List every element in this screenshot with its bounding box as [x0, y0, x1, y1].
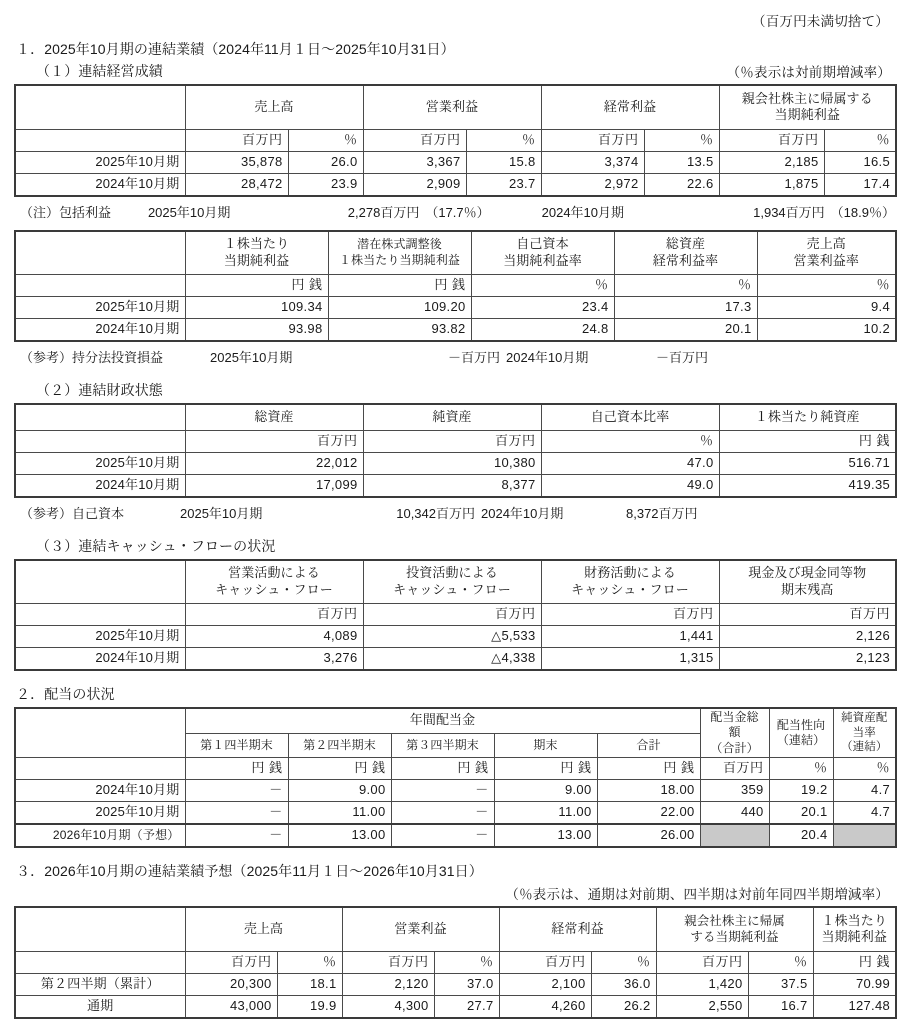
cell-net-pct: 37.5 [748, 973, 813, 995]
cell-q1: － [185, 780, 288, 802]
cell-sales-pct: 26.0 [288, 151, 363, 173]
col-header-total-assets: 総資産 [185, 404, 363, 430]
cell-net-amount: 2,185 [719, 151, 824, 173]
table-header-row-top [15, 708, 896, 733]
section3-note: （％表示は、通期は対前期、四半期は対前年同四半期増減率） [505, 887, 889, 903]
cell-op-amount: 2,120 [342, 973, 434, 995]
note-period-2: 2024年10月期 [506, 350, 589, 365]
col-header-bps: １株当たり純資産 [719, 404, 896, 430]
cell-sales-amount: 20,300 [185, 973, 277, 995]
cell-opm: 9.4 [757, 297, 896, 319]
note-period-2: 2024年10月期 [541, 204, 625, 220]
col-header-diluted-eps: 潜在株式調整後 １株当たり当期純利益 [328, 231, 471, 275]
cell-op-amount: 3,367 [363, 151, 466, 173]
section3-heading: ３．2026年10月期の連結業績予想（2025年11月１日～2026年10月31日） [16, 863, 483, 880]
cell-roa: 20.1 [614, 319, 757, 342]
col-header-operating-margin: 売上高 営業利益率 [757, 231, 896, 275]
table-header-row [15, 85, 896, 129]
corner-cell [15, 560, 185, 604]
col-header-q3: 第３四半期末 [391, 733, 494, 758]
cell-bps: 419.35 [719, 474, 896, 497]
cell-sales-amount: 43,000 [185, 995, 277, 1018]
unit-row [15, 951, 896, 973]
cell-total-amount: 440 [700, 802, 769, 825]
col-header-total-dividend-amount: 配当金総額 （合計） [700, 708, 769, 758]
cell-total-amount-disabled [700, 824, 769, 847]
unit-row [15, 275, 896, 297]
unit-net-percent: ％ [824, 129, 896, 151]
col-header-payout-ratio: 配当性向 （連結） [769, 708, 833, 758]
cell-net-amount: 1,875 [719, 173, 824, 196]
cell-net-pct: 16.7 [748, 995, 813, 1018]
col-header-eps: １株当たり 当期純利益 [813, 907, 896, 951]
unit-doe: ％ [833, 758, 896, 780]
table-row [15, 173, 896, 196]
table-row [15, 995, 896, 1018]
col-header-operating-income: 営業利益 [363, 85, 541, 129]
unit-q2: 円 銭 [288, 758, 391, 780]
unit-sales-amount: 百万円 [185, 951, 277, 973]
cell-net-assets: 10,380 [363, 452, 541, 474]
cell-diluted-eps: 109.20 [328, 297, 471, 319]
corner-cell [15, 85, 185, 129]
unit-roa: ％ [614, 275, 757, 297]
row-label-fy2024: 2024年10月期 [15, 319, 185, 342]
note-period-1: 2025年10月期 [180, 505, 263, 521]
unit-row [15, 430, 896, 452]
table-row [15, 973, 896, 995]
cell-ord-amount: 2,972 [541, 173, 644, 196]
cell-eps: 109.34 [185, 297, 328, 319]
table-header-row [15, 560, 896, 604]
unit-row-label [15, 604, 185, 626]
col-header-net-income: 親会社株主に帰属する 当期純利益 [719, 85, 896, 129]
cell-total: 22.00 [597, 802, 700, 825]
col-header-q2: 第２四半期末 [288, 733, 391, 758]
cell-ord-amount: 3,374 [541, 151, 644, 173]
unit-total-amount: 百万円 [700, 758, 769, 780]
note-value-2: 8,372百万円 [626, 505, 698, 521]
unit-row-label [15, 275, 185, 297]
unit-financing-cf: 百万円 [541, 604, 719, 626]
unit-row-label [15, 129, 185, 151]
section1-sub1-heading: （１）連結経営成績 [36, 63, 163, 79]
cell-ord-amount: 4,260 [499, 995, 591, 1018]
cell-net-pct: 16.5 [824, 151, 896, 173]
cell-net-amount: 1,420 [656, 973, 748, 995]
unit-q1: 円 銭 [185, 758, 288, 780]
cell-cash-end: 2,123 [719, 648, 896, 671]
cell-q3: － [391, 802, 494, 825]
row-label-fy2024: 2024年10月期 [15, 474, 185, 497]
unit-equity-ratio: ％ [541, 430, 719, 452]
cell-doe: 4.7 [833, 802, 896, 825]
row-label-fy2025: 2025年10月期 [15, 151, 185, 173]
unit-row [15, 604, 896, 626]
cell-sales-pct: 23.9 [288, 173, 363, 196]
unit-row-label [15, 951, 185, 973]
note-value-1: －百万円 [447, 350, 500, 365]
unit-cash-end: 百万円 [719, 604, 896, 626]
cell-q2: 13.00 [288, 824, 391, 847]
unit-total: 円 銭 [597, 758, 700, 780]
cell-cash-end: 2,126 [719, 626, 896, 648]
corner-cell [15, 708, 185, 758]
cell-opm: 10.2 [757, 319, 896, 342]
cell-eps: 70.99 [813, 973, 896, 995]
table-header-row [15, 907, 896, 951]
col-header-sales: 売上高 [185, 85, 363, 129]
col-header-dividend-on-equity: 純資産配当率 （連結） [833, 708, 896, 758]
section1-sub1-note: （％表示は対前期増減率） [726, 65, 891, 80]
corner-cell [15, 404, 185, 430]
row-label-fy2024: 2024年10月期 [15, 648, 185, 671]
note-value-2: －百万円 [656, 350, 709, 365]
section2-heading: ２．配当の状況 [16, 686, 115, 702]
cell-op-pct: 23.7 [466, 173, 541, 196]
unit-ord-amount: 百万円 [541, 129, 644, 151]
cell-year-end: 13.00 [494, 824, 597, 847]
table-row [15, 474, 896, 497]
cell-ord-pct: 13.5 [644, 151, 719, 173]
cell-q3: － [391, 780, 494, 802]
unit-payout-ratio: ％ [769, 758, 833, 780]
col-header-financing-cf: 財務活動による キャッシュ・フロー [541, 560, 719, 604]
col-header-total: 合計 [597, 733, 700, 758]
table-row [15, 319, 896, 342]
cell-ord-pct: 26.2 [591, 995, 656, 1018]
cell-total-assets: 22,012 [185, 452, 363, 474]
note-prefix: （参考）自己資本 [20, 505, 125, 521]
cell-q2: 9.00 [288, 780, 391, 802]
cell-net-assets: 8,377 [363, 474, 541, 497]
row-label-fy2024: 2024年10月期 [15, 173, 185, 196]
note-period-2: 2024年10月期 [481, 505, 564, 521]
comprehensive-income-note [20, 202, 895, 221]
table-row [15, 151, 896, 173]
cell-investing-cf: △4,338 [363, 648, 541, 671]
row-label-fy2024: 2024年10月期 [15, 780, 185, 802]
table-row [15, 648, 896, 671]
cell-payout-ratio: 20.4 [769, 824, 833, 847]
unit-year-end: 円 銭 [494, 758, 597, 780]
note-pct-2: （18.9％） [830, 204, 895, 220]
col-header-sales: 売上高 [185, 907, 342, 951]
cell-doe: 4.7 [833, 780, 896, 802]
per-share-ratios-table [14, 230, 897, 343]
cell-total-amount: 359 [700, 780, 769, 802]
unit-operating-cf: 百万円 [185, 604, 363, 626]
unit-op-amount: 百万円 [342, 951, 434, 973]
row-label-fy2025: 2025年10月期 [15, 452, 185, 474]
cell-year-end: 9.00 [494, 780, 597, 802]
cell-bps: 516.71 [719, 452, 896, 474]
unit-net-assets: 百万円 [363, 430, 541, 452]
cell-sales-pct: 18.1 [277, 973, 342, 995]
row-label-full-year: 通期 [15, 995, 185, 1018]
cell-total: 18.00 [597, 780, 700, 802]
cell-financing-cf: 1,315 [541, 648, 719, 671]
cell-equity-ratio: 47.0 [541, 452, 719, 474]
table-row-forecast [15, 824, 896, 847]
row-label-fy2026-forecast: 2026年10月期（予想） [15, 824, 185, 847]
cell-ord-pct: 22.6 [644, 173, 719, 196]
unit-net-amount: 百万円 [656, 951, 748, 973]
col-header-ordinary-income: 経常利益 [499, 907, 656, 951]
unit-row [15, 758, 896, 780]
unit-op-percent: ％ [434, 951, 499, 973]
unit-row-label [15, 430, 185, 452]
cell-equity-ratio: 49.0 [541, 474, 719, 497]
table-row [15, 780, 896, 802]
cell-op-amount: 4,300 [342, 995, 434, 1018]
col-header-net-assets: 純資産 [363, 404, 541, 430]
note-period-1: 2025年10月期 [210, 350, 293, 365]
corner-cell [15, 907, 185, 951]
cell-operating-cf: 4,089 [185, 626, 363, 648]
section1-heading: １．2025年10月期の連結業績（2024年11月１日～2025年10月31日） [16, 41, 455, 57]
col-header-eps: １株当たり 当期純利益 [185, 231, 328, 275]
cell-total: 26.00 [597, 824, 700, 847]
table-row [15, 297, 896, 319]
unit-net-amount: 百万円 [719, 129, 824, 151]
table-row [15, 626, 896, 648]
section1-sub2-heading: （２）連結財政状態 [36, 382, 163, 398]
cell-total-assets: 17,099 [185, 474, 363, 497]
note-pct-1: （17.7％） [425, 204, 490, 220]
unit-diluted-eps: 円 銭 [328, 275, 471, 297]
cell-roe: 23.4 [471, 297, 614, 319]
unit-ord-amount: 百万円 [499, 951, 591, 973]
cell-op-amount: 2,909 [363, 173, 466, 196]
row-label-fy2025: 2025年10月期 [15, 626, 185, 648]
table-row [15, 802, 896, 825]
unit-sales-amount: 百万円 [185, 129, 288, 151]
equity-method-note [20, 347, 895, 366]
cell-eps: 127.48 [813, 995, 896, 1018]
col-header-operating-cf: 営業活動による キャッシュ・フロー [185, 560, 363, 604]
unit-investing-cf: 百万円 [363, 604, 541, 626]
note-value-1: 10,342百万円 [396, 505, 475, 521]
row-label-fy2025: 2025年10月期 [15, 802, 185, 825]
unit-opm: ％ [757, 275, 896, 297]
unit-ord-percent: ％ [644, 129, 719, 151]
table-row [15, 452, 896, 474]
unit-sales-percent: ％ [288, 129, 363, 151]
section1-sub3-heading: （３）連結キャッシュ・フローの状況 [36, 537, 276, 554]
cell-q3: － [391, 824, 494, 847]
col-header-net-income: 親会社株主に帰属 する当期純利益 [656, 907, 813, 951]
col-header-roe: 自己資本 当期純利益率 [471, 231, 614, 275]
unit-row-label [15, 758, 185, 780]
cell-payout-ratio: 19.2 [769, 780, 833, 802]
col-header-cash-end: 現金及び現金同等物 期末残高 [719, 560, 896, 604]
table-header-row [15, 231, 896, 275]
cell-op-pct: 15.8 [466, 151, 541, 173]
unit-eps: 円 銭 [813, 951, 896, 973]
cell-q1: － [185, 824, 288, 847]
cell-operating-cf: 3,276 [185, 648, 363, 671]
cell-op-pct: 37.0 [434, 973, 499, 995]
unit-sales-percent: ％ [277, 951, 342, 973]
note-prefix: （注）包括利益 [20, 204, 112, 220]
col-header-annual-dividend: 年間配当金 [185, 708, 700, 733]
cell-eps: 93.98 [185, 319, 328, 342]
cell-net-amount: 2,550 [656, 995, 748, 1018]
shareholders-equity-note [20, 503, 895, 522]
cell-diluted-eps: 93.82 [328, 319, 471, 342]
rounding-note: （百万円未満切捨て） [752, 14, 889, 29]
cell-net-pct: 17.4 [824, 173, 896, 196]
row-label-fy2025: 2025年10月期 [15, 297, 185, 319]
dividends-table [14, 707, 897, 848]
cell-q1: － [185, 802, 288, 825]
financial-position-table [14, 403, 897, 498]
cell-ord-pct: 36.0 [591, 973, 656, 995]
unit-op-percent: ％ [466, 129, 541, 151]
col-header-operating-income: 営業利益 [342, 907, 499, 951]
col-header-investing-cf: 投資活動による キャッシュ・フロー [363, 560, 541, 604]
unit-ord-percent: ％ [591, 951, 656, 973]
unit-op-amount: 百万円 [363, 129, 466, 151]
unit-net-percent: ％ [748, 951, 813, 973]
cell-q2: 11.00 [288, 802, 391, 825]
cell-sales-amount: 28,472 [185, 173, 288, 196]
forecast-table [14, 906, 897, 1019]
col-header-equity-ratio: 自己資本比率 [541, 404, 719, 430]
cell-investing-cf: △5,533 [363, 626, 541, 648]
col-header-q1: 第１四半期末 [185, 733, 288, 758]
cell-roe: 24.8 [471, 319, 614, 342]
cell-op-pct: 27.7 [434, 995, 499, 1018]
cell-sales-amount: 35,878 [185, 151, 288, 173]
consolidated-results-table [14, 84, 897, 197]
unit-total-assets: 百万円 [185, 430, 363, 452]
cell-financing-cf: 1,441 [541, 626, 719, 648]
col-header-roa: 総資産 経常利益率 [614, 231, 757, 275]
unit-bps: 円 銭 [719, 430, 896, 452]
unit-roe: ％ [471, 275, 614, 297]
unit-row [15, 129, 896, 151]
cell-year-end: 11.00 [494, 802, 597, 825]
col-header-ordinary-income: 経常利益 [541, 85, 719, 129]
row-label-h1-cumulative: 第２四半期（累計） [15, 973, 185, 995]
note-period-1: 2025年10月期 [147, 204, 231, 220]
cash-flow-table [14, 559, 897, 672]
corner-cell [15, 231, 185, 275]
unit-eps: 円 銭 [185, 275, 328, 297]
cell-doe-disabled [833, 824, 896, 847]
cell-ord-amount: 2,100 [499, 973, 591, 995]
note-prefix: （参考）持分法投資損益 [20, 350, 164, 365]
col-header-year-end: 期末 [494, 733, 597, 758]
cell-sales-pct: 19.9 [277, 995, 342, 1018]
table-header-row [15, 404, 896, 430]
unit-q3: 円 銭 [391, 758, 494, 780]
note-value-1: 2,278百万円 [347, 204, 420, 220]
cell-roa: 17.3 [614, 297, 757, 319]
note-value-2: 1,934百万円 [753, 204, 825, 220]
cell-payout-ratio: 20.1 [769, 802, 833, 825]
